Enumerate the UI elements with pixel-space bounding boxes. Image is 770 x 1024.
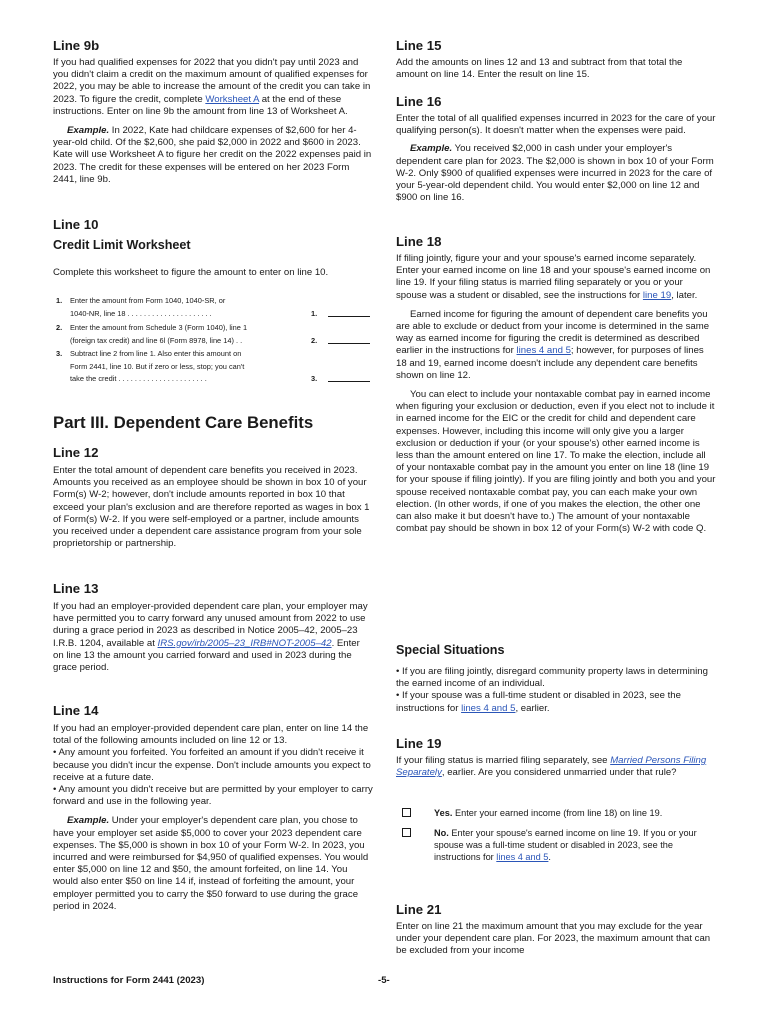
line-16-section (396, 94, 716, 204)
line-10-section (53, 217, 373, 279)
worksheet-line-2-field[interactable] (328, 335, 370, 344)
no-option-text: No. Enter your spouse's earned income on line 19. If you or your spouse was a full-time student or disabled in 2023, see the instructions for lines 4 and 5. (434, 828, 697, 862)
line-13-heading: Line 13 (53, 581, 99, 596)
footer-page-number: -5- (378, 975, 390, 986)
line-9b-example: Example. In 2022, Kate had childcare expenses of $2,600 for her 4-year-old child. Of the $2,600, she paid $2,000 in 2022 and $600 in 2023. Kate will use Worksheet A to figure her credit on the 2022 expenses paid in 2023. The credit for these expenses will be entered on her 2023 Form 2441, line 9b. (53, 125, 372, 185)
irs-irb-link[interactable]: IRS.gov/irb/2005–23_IRB#NOT-2005–42 (157, 637, 332, 649)
footer-form-title: Instructions for Form 2441 (2023) (53, 975, 205, 986)
line-18-heading: Line 18 (396, 234, 442, 249)
special-situations-section (396, 643, 716, 715)
lines-4-and-5-link[interactable]: lines 4 and 5 (496, 852, 549, 862)
worksheet-a-link[interactable]: Worksheet A (205, 93, 260, 105)
line-14-bullet-1: • Any amount you forfeited. You forfeited an amount if you didn't receive it because you didn't incur the expense. Don't include amounts you expect to receive at a future date. (53, 747, 371, 783)
bullet-icon: • (396, 666, 400, 677)
line-15-heading: Line 15 (396, 38, 442, 53)
line-9b-heading: Line 9b (53, 38, 100, 53)
line-12-text: Enter the total amount of dependent care benefits you received in 2023. Amounts you received as an employee should be shown in box 10 of your Form(s) W-2; however, don't include amounts reported in box 10 that exceed your plan's exclusion and are therefore reported as wages in box 1 of Form(s) W-2. If you were self-employed or a partner, include amounts you received under a dependent care assistance program from your sole proprietorship or partnership. (53, 465, 370, 550)
no-checkbox[interactable] (402, 828, 411, 837)
lines-4-and-5-link[interactable]: lines 4 and 5 (516, 345, 571, 357)
line-21-text: Enter on line 21 the maximum amount that you may exclude for the year under your dependent care plan. For 2023, the maximum amount that can be excluded from your income (396, 921, 711, 957)
line-15-section (396, 38, 716, 81)
worksheet-line-1-field[interactable] (328, 308, 370, 317)
line-18-para-3: You can elect to include your nontaxable combat pay in earned income when figuring your exclusion or deduction, even if you elect not to include it in earned income for the EIC or the credit for child and dependent care expenses. However, including this income will only give you a larger exclusion or deduction if your (or your spouse's) other earned income is less than the amount entered on line 17. To make the election, include all of your nontaxable combat pay in the amount you enter on line 18 (line 19 for your spouse if filing jointly). If you are filing jointly and both you and your spouse received nontaxable combat pay, you can each make your own election. (In other words, if one of you makes the election, the other one can also make it but doesn't have to.) The amount of your nontaxable combat pay should be shown in box 12 of your Form(s) W-2 with code Q. (396, 389, 716, 535)
line-14-bullet-2: • Any amount you didn't receive but are permitted by your employer to carry forward and use in the following year. (53, 784, 373, 808)
special-bullet-2: • If your spouse was a full-time student or disabled in 2023, see the instructions for lines 4 and 5, earlier. (396, 690, 681, 714)
line-13-section (53, 581, 373, 674)
special-situations-heading: Special Situations (396, 643, 505, 657)
credit-limit-worksheet-title: Credit Limit Worksheet (53, 238, 191, 252)
bullet-icon: • (396, 690, 400, 702)
line-16-example: Example. You received $2,000 in cash under your employer's dependent care plan for 2023. The $2,000 is shown in box 10 of your Form W-2. Only $900 of qualified expenses were incurred in 2023 for the care of your 5-year-old dependent child. You would enter $2,000 on line 12 and $900 on line 16. (396, 143, 714, 204)
line-16-text: Enter the total of all qualified expenses incurred in 2023 for the care of your qualifying person(s). It doesn't matter when the expenses were paid. (396, 113, 716, 137)
yes-checkbox[interactable] (402, 808, 411, 817)
line-12-heading: Line 12 (53, 445, 99, 460)
line-9b-text: If you had qualified expenses for 2022 that you didn't pay until 2023 and you didn't claim a credit on the maximum amount of qualified expenses for 2022, you may be able to increase the amount of the credit you can take in 2023. To figure the credit, complete Worksheet A at the end of these instructions. Enter on line 9b the amount from line 13 of Worksheet A. (53, 57, 371, 117)
line-18-section (396, 234, 716, 535)
special-bullet-1: • If you are filing jointly, disregard community property laws in determining the earned income of an individual. (396, 666, 708, 690)
worksheet-line-3-field[interactable] (328, 373, 370, 382)
yes-option-text: Yes. Enter your earned income (from line 18) on line 19. (434, 808, 663, 818)
line-14-section (53, 703, 373, 913)
line-14-intro: If you had an employer-provided dependent care plan, enter on line 14 the total of the following amounts included on line 12 or 13. (53, 723, 369, 747)
line-9b-section (53, 38, 373, 186)
worksheet-intro: Complete this worksheet to figure the amount to enter on line 10. (53, 267, 329, 278)
married-persons-filing-separately-link[interactable]: Married Persons Filing Separately (396, 755, 707, 779)
line-19-intro: If your filing status is married filing separately, see Married Persons Filing Separately, earlier. Are you considered unmarried under that rule? (396, 755, 707, 779)
line-21-section (396, 902, 716, 958)
line-18-para-2: Earned income for figuring the amount of dependent care benefits you are able to exclude or deduct from your income is determined in the same way as earned income for figuring the credit is determined as described earlier in the instructions for lines 4 and 5; however, for purposes of lines 18 and 19, earned income doesn't include any dependent care benefits shown on line 12. (396, 308, 710, 381)
line-14-example: Example. Under your employer's dependent care plan, you chose to have your employer set aside $5,000 to cover your 2023 dependent care expenses. The $5,000 is shown in box 10 of your Form W-2. In 2023, you incurred and were reimbursed for $4,950 of qualified expenses. You would enter $5,000 on line 12 and $50, the amount forfeited, on line 14. You would also enter $50 on line 14 if, instead of forfeiting the amount, your employer permitted you to carry the $50 forward to use during the grace period in 2024. (53, 815, 369, 912)
lines-4-and-5-link[interactable]: lines 4 and 5 (461, 702, 516, 714)
line-19-section (396, 736, 716, 779)
line-18-para-1: If filing jointly, figure your and your spouse's earned income separately. Enter your earned income on line 18 and your spouse's earned income on line 19. If your filing status is married filing separately or you or your spouse was a student or disabled, see the instructions for line 19, later. (396, 253, 711, 301)
bullet-icon: • (53, 747, 57, 759)
line-12-section (53, 445, 373, 550)
part-iii-section (53, 413, 373, 433)
line-13-text: If you had an employer-provided dependent care plan, your employer may have permitted you to carry forward any unused amount from 2022 to use during a grace period in 2023 as described in Notice 2005–42, 2005–23 I.R.B. 1204, available at IRS.gov/irb/2005–23_IRB#NOT-2005–42. Enter on line 13 the amount you carried forward and used in 2023 during the grace period. (53, 601, 368, 674)
line-16-heading: Line 16 (396, 94, 442, 109)
line-19-heading: Line 19 (396, 736, 442, 751)
part-iii-title: Part III. Dependent Care Benefits (53, 413, 314, 432)
bullet-icon: • (53, 784, 57, 796)
line-10-heading: Line 10 (53, 217, 99, 232)
line-15-text: Add the amounts on lines 12 and 13 and subtract from that total the amount on line 14. Enter the result on line 15. (396, 57, 683, 81)
line-14-heading: Line 14 (53, 703, 99, 718)
line-19-link[interactable]: line 19 (642, 289, 672, 301)
line-21-heading: Line 21 (396, 902, 442, 917)
